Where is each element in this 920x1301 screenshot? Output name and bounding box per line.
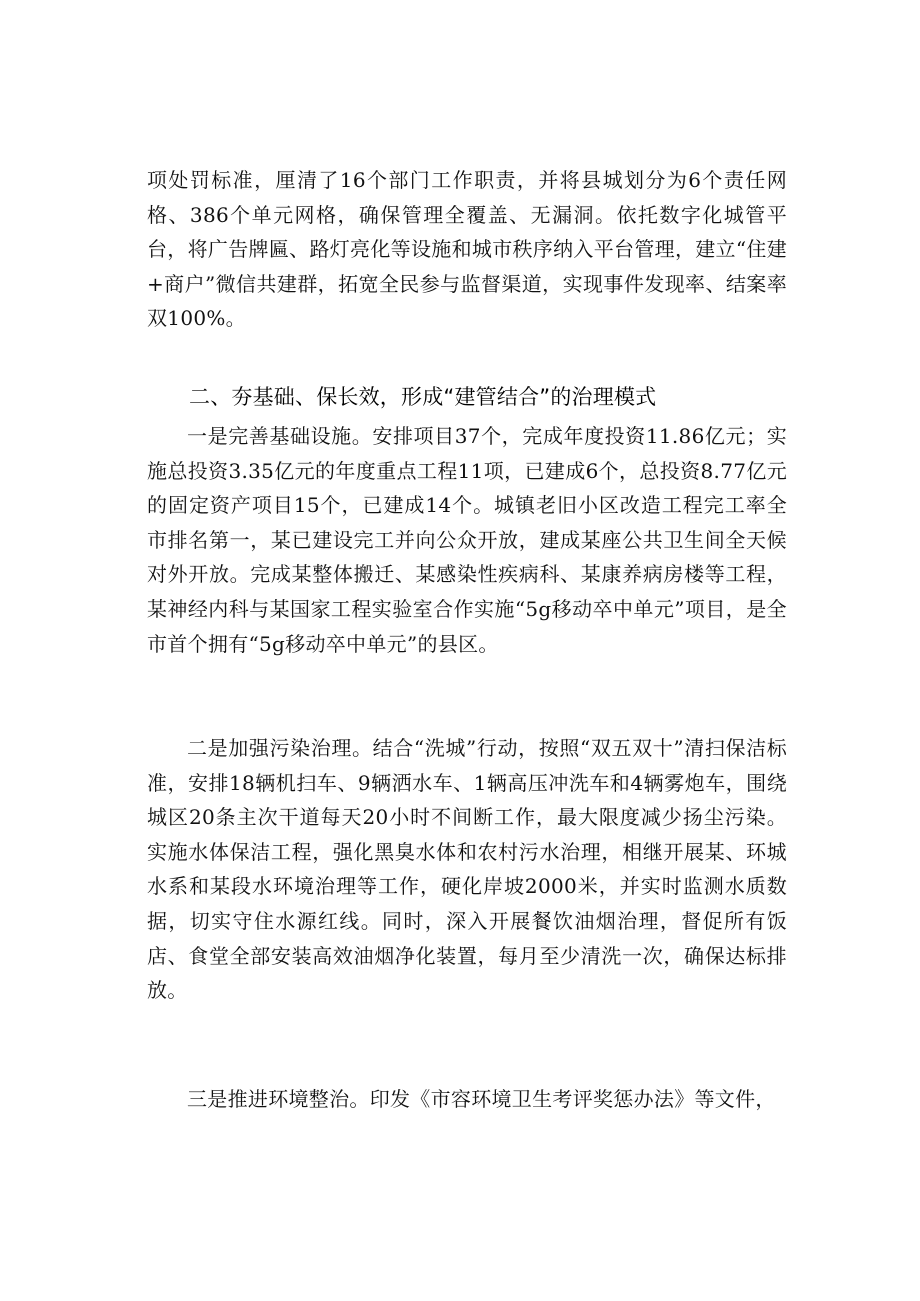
- paragraph-environment: 三是推进环境整治。印发《市容环境卫生考评奖惩办法》等文件，: [187, 1087, 776, 1111]
- paragraph-infrastructure: 一是完善基础设施。安排项目37个，完成年度投资11.86亿元；实施总投资3.35亿元的年度重点工程11项，已建成6个，总投资8.77亿元的固定资产项目15个，已建成14个。城镇老旧小区改造工程完工率全市排名第一，某已建设完工并向公众开放，建成某座公共卫生间全天候对外开放。完成某整体搬迁、某感染性疾病科、某康养病房楼等工程，某神经内科与某国家工程实验室合作实施“5g移动卒中单元”项目，是全市首个拥有“5g移动卒中单元”的县区。: [147, 424, 787, 656]
- section-heading: 二、夯基础、保长效，形成“建管结合”的治理模式: [189, 385, 657, 409]
- paragraph-continued: 项处罚标准，厘清了16个部门工作职责，并将县城划分为6个责任网格、386个单元网格，确保管理全覆盖、无漏洞。依托数字化城管平台，将广告牌匾、路灯亮化等设施和城市秩序纳入平台管理，建立“住建+商户”微信共建群，拓宽全民参与监督渠道，实现事件发现率、结案率双100%。: [147, 168, 787, 331]
- paragraph-pollution: 二是加强污染治理。结合“洗城”行动，按照“双五双十”清扫保洁标准，安排18辆机扫车、9辆洒水车、1辆高压冲洗车和4辆雾炮车，围绕城区20条主次干道每天20小时不间断工作，最大限度减少扬尘污染。实施水体保洁工程，强化黑臭水体和农村污水治理，相继开展某、环城水系和某段水环境治理等工作，硬化岸坡2000米，并实时监测水质数据，切实守住水源红线。同时，深入开展餐饮油烟治理，督促所有饭店、食堂全部安装高效油烟净化装置，每月至少清洗一次，确保达标排放。: [147, 736, 787, 1003]
